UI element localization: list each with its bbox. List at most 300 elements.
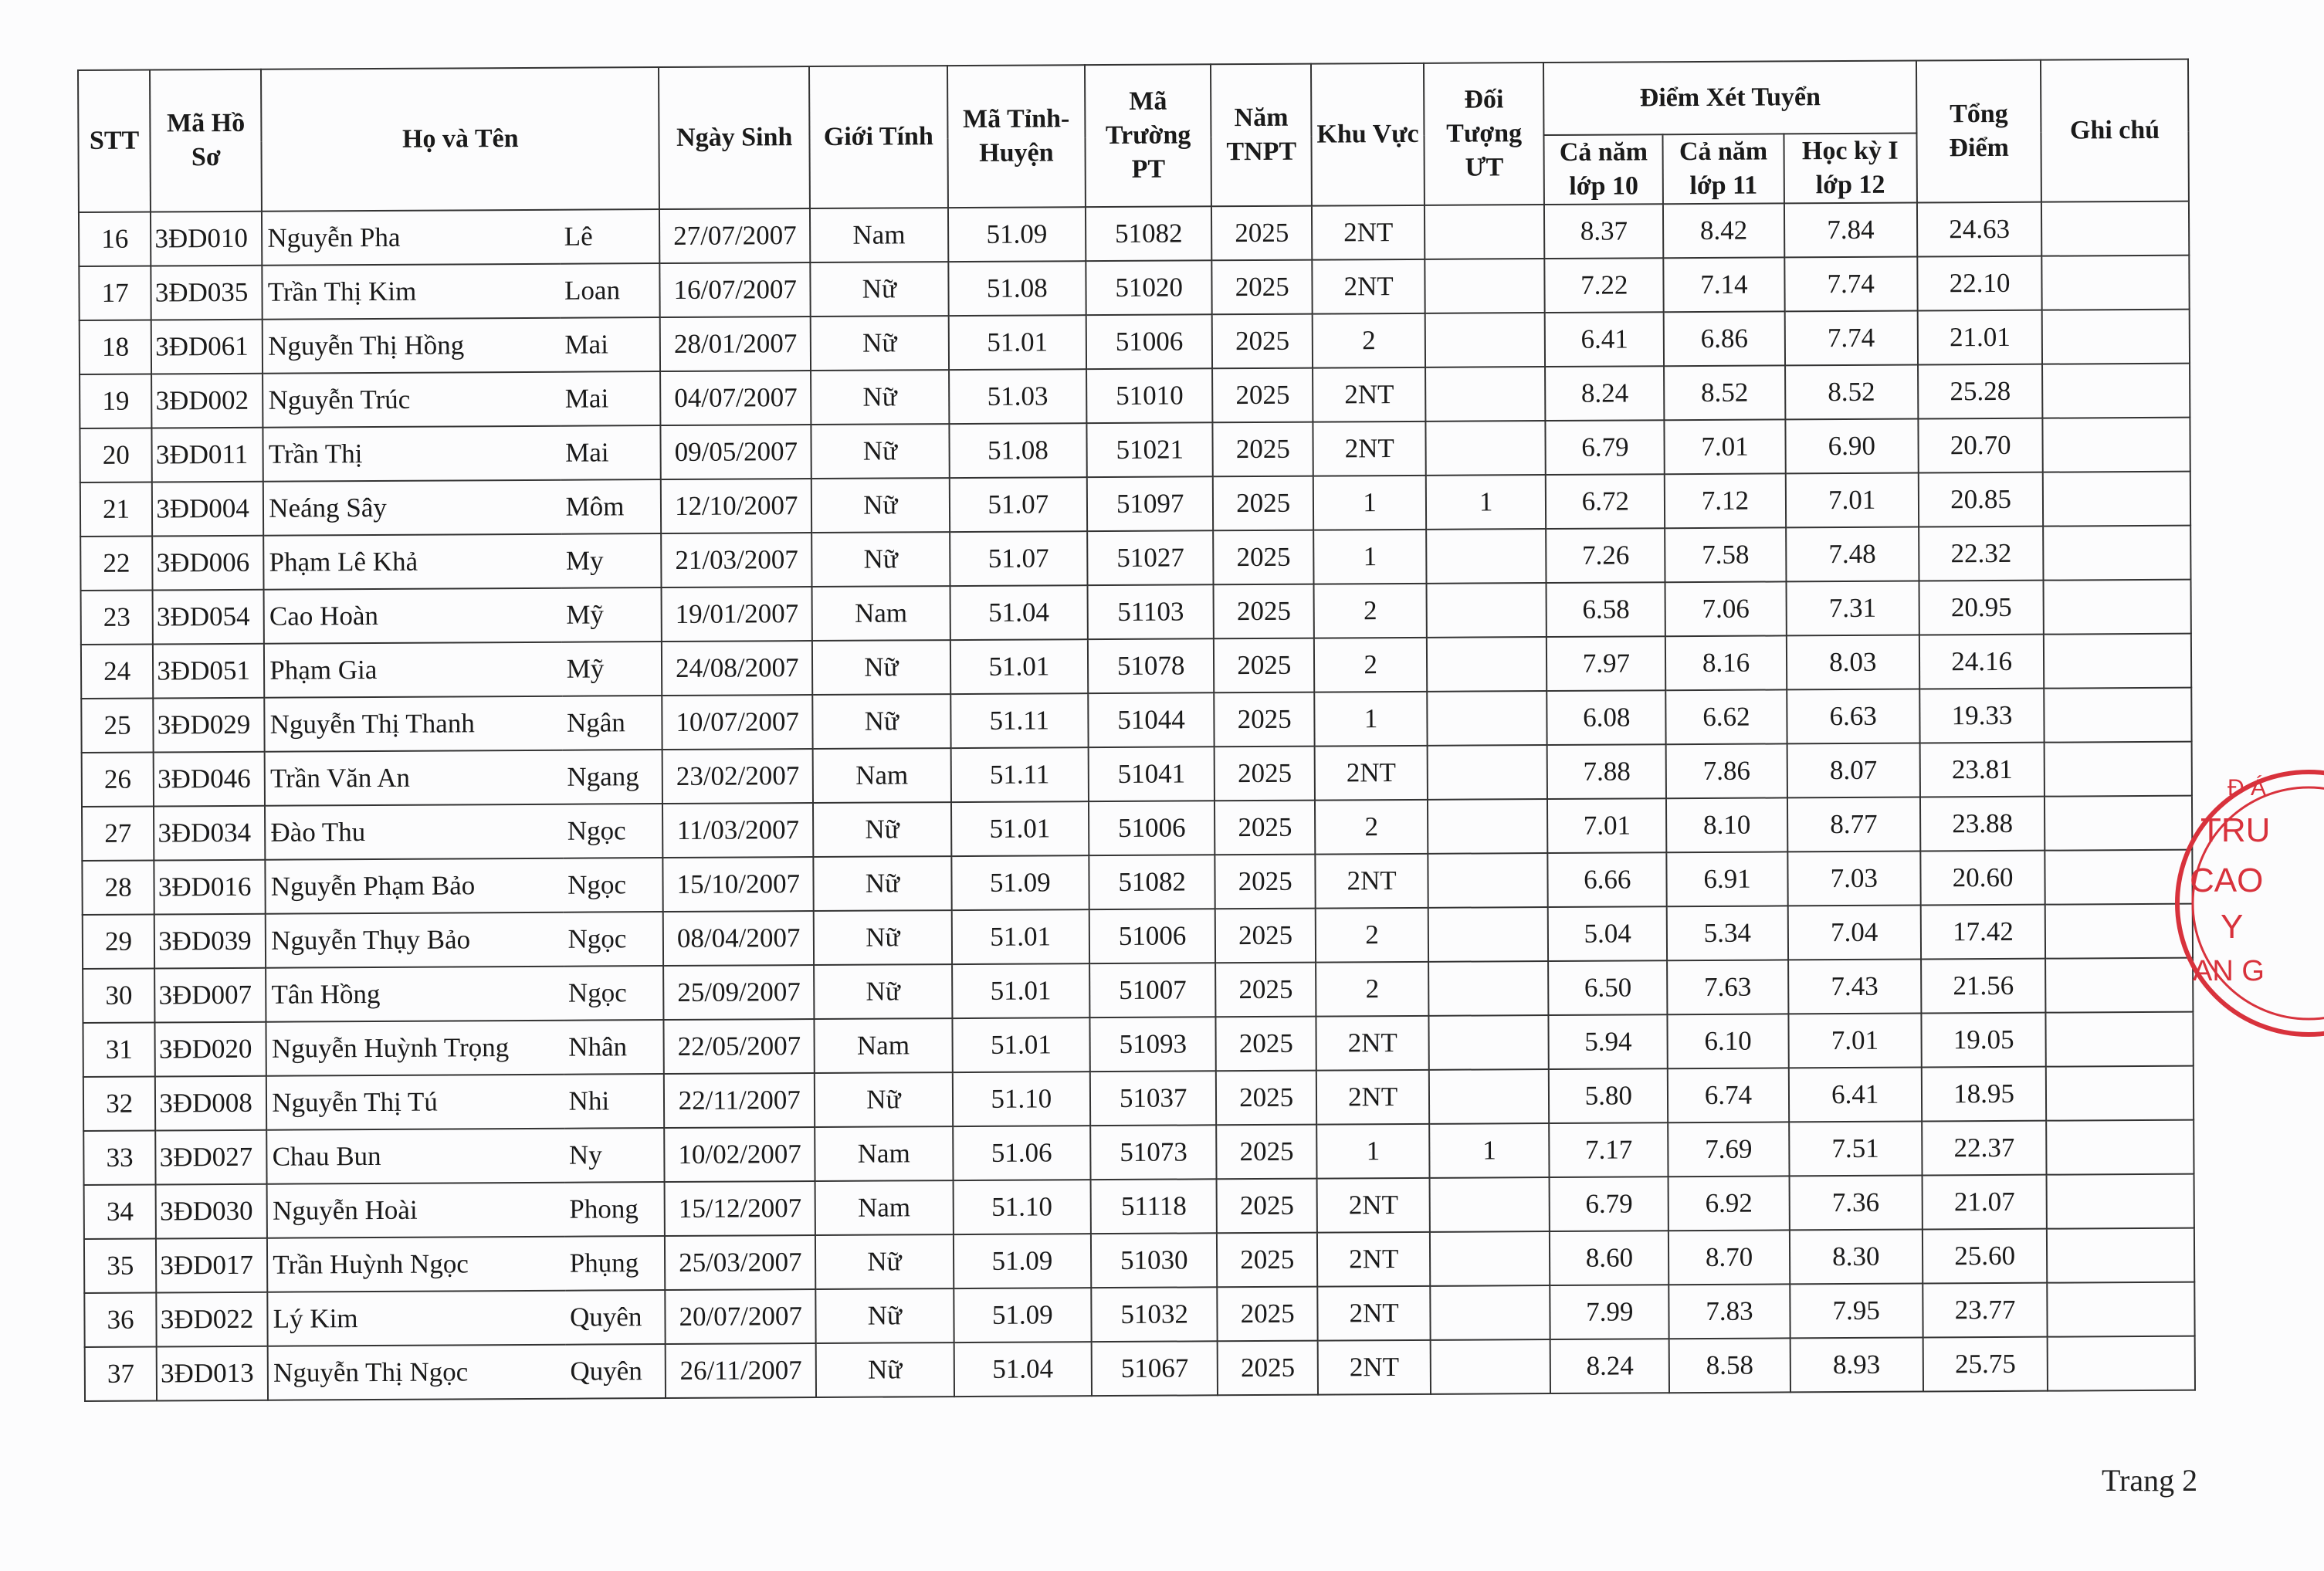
cell-ho-dem: Nguyễn Thị Thanh — [265, 696, 563, 752]
cell-ma-truong-pt: 51010 — [1086, 368, 1213, 423]
cell-ma-ho-so: 3ĐD051 — [153, 644, 264, 699]
cell-diem-lop-10: 6.72 — [1546, 474, 1665, 529]
cell-ma-truong-pt: 51078 — [1088, 638, 1215, 693]
cell-khu-vuc: 2NT — [1313, 422, 1426, 476]
cell-ma-ho-so: 3ĐD039 — [154, 914, 266, 969]
cell-stt: 29 — [83, 914, 155, 968]
cell-doi-tuong-ut — [1425, 259, 1545, 313]
cell-ma-tinh-huyen: 51.08 — [948, 261, 1086, 316]
cell-ma-tinh-huyen: 51.11 — [950, 747, 1089, 802]
cell-ten: Quyên — [565, 1290, 666, 1345]
cell-tong-diem: 20.60 — [1920, 851, 2045, 906]
cell-diem-hk1-lop-12: 7.04 — [1787, 906, 1921, 960]
cell-nam-tnpt: 2025 — [1213, 422, 1313, 477]
cell-nam-tnpt: 2025 — [1216, 1017, 1316, 1072]
cell-stt: 19 — [80, 374, 152, 428]
cell-stt: 32 — [83, 1076, 156, 1130]
cell-stt: 31 — [83, 1022, 155, 1076]
cell-nam-tnpt: 2025 — [1212, 314, 1313, 369]
cell-doi-tuong-ut — [1430, 1177, 1550, 1232]
cell-ma-truong-pt: 51067 — [1092, 1341, 1218, 1396]
cell-diem-lop-10: 7.22 — [1545, 258, 1664, 313]
cell-ma-ho-so: 3ĐD030 — [156, 1184, 267, 1239]
cell-ma-truong-pt: 51032 — [1091, 1287, 1218, 1342]
cell-stt: 37 — [85, 1346, 158, 1400]
cell-ma-truong-pt: 51082 — [1086, 206, 1212, 261]
cell-ma-ho-so: 3ĐD046 — [154, 752, 265, 807]
cell-nam-tnpt: 2025 — [1215, 747, 1315, 801]
seal-text-line: CAO — [2190, 862, 2264, 899]
cell-ngay-sinh: 28/01/2007 — [660, 317, 811, 371]
cell-diem-lop-11: 7.58 — [1665, 527, 1787, 582]
cell-ma-truong-pt: 51006 — [1086, 314, 1213, 369]
cell-ghi-chu — [2044, 580, 2191, 635]
cell-doi-tuong-ut — [1430, 1231, 1550, 1286]
cell-ghi-chu — [2047, 1228, 2194, 1283]
cell-ma-ho-so: 3ĐD017 — [156, 1238, 267, 1293]
cell-ma-tinh-huyen: 51.03 — [949, 369, 1087, 424]
cell-gioi-tinh: Nam — [815, 1018, 953, 1073]
cell-stt: 34 — [84, 1184, 157, 1238]
cell-ma-truong-pt: 51020 — [1086, 260, 1212, 315]
cell-stt: 23 — [81, 590, 154, 644]
cell-ma-ho-so: 3ĐD010 — [151, 212, 262, 266]
cell-khu-vuc: 2NT — [1315, 854, 1428, 909]
cell-ma-ho-so: 3ĐD007 — [154, 968, 266, 1023]
cell-gioi-tinh: Nam — [812, 586, 950, 641]
cell-nam-tnpt: 2025 — [1212, 260, 1313, 315]
cell-doi-tuong-ut: 1 — [1426, 475, 1547, 530]
cell-ho-dem: Nguyễn Thị Ngọc — [268, 1345, 566, 1400]
cell-khu-vuc: 2NT — [1316, 1070, 1429, 1125]
header-diem-xet-tuyen: Điểm Xét Tuyển — [1543, 61, 1916, 136]
cell-stt: 33 — [83, 1130, 156, 1184]
cell-ngay-sinh: 09/05/2007 — [661, 425, 811, 479]
cell-ho-dem: Nguyễn Hoài — [267, 1183, 565, 1238]
header-ma-ho-so: Mã Hồ Sơ — [150, 69, 262, 212]
cell-stt: 22 — [80, 536, 153, 590]
cell-diem-lop-10: 6.79 — [1550, 1177, 1668, 1231]
cell-ten: Mỹ — [562, 642, 662, 696]
cell-diem-hk1-lop-12: 7.95 — [1790, 1284, 1923, 1339]
cell-gioi-tinh: Nữ — [815, 1072, 953, 1127]
header-ma-tinh-huyen: Mã Tỉnh-Huyện — [947, 65, 1086, 208]
cell-ghi-chu — [2042, 364, 2190, 418]
cell-gioi-tinh: Nữ — [813, 856, 951, 911]
cell-ma-tinh-huyen: 51.01 — [952, 963, 1090, 1018]
cell-ten: Phụng — [565, 1236, 666, 1291]
cell-diem-lop-11: 7.83 — [1669, 1284, 1790, 1339]
cell-ma-tinh-huyen: 51.01 — [952, 1017, 1090, 1072]
cell-ma-tinh-huyen: 51.01 — [948, 315, 1086, 370]
cell-ma-tinh-huyen: 51.09 — [954, 1234, 1092, 1288]
cell-ma-ho-so: 3ĐD013 — [157, 1346, 268, 1401]
cell-ma-tinh-huyen: 51.07 — [950, 531, 1088, 586]
cell-doi-tuong-ut — [1427, 637, 1547, 692]
cell-gioi-tinh: Nam — [810, 208, 948, 262]
cell-diem-hk1-lop-12: 7.84 — [1784, 203, 1918, 258]
cell-stt: 36 — [84, 1292, 157, 1346]
cell-ten: Ngọc — [563, 804, 663, 858]
cell-stt: 27 — [82, 806, 154, 860]
cell-diem-lop-11: 8.52 — [1664, 365, 1785, 420]
cell-ghi-chu — [2046, 1066, 2194, 1121]
header-ho-va-ten: Họ và Tên — [261, 67, 659, 212]
cell-khu-vuc: 2NT — [1315, 746, 1428, 801]
cell-ma-tinh-huyen: 51.09 — [948, 207, 1086, 262]
cell-ho-dem: Lý Kim — [268, 1291, 566, 1346]
cell-ten: My — [561, 533, 662, 588]
cell-doi-tuong-ut — [1425, 205, 1545, 259]
cell-diem-lop-10: 8.60 — [1550, 1231, 1668, 1285]
cell-ten: Ngọc — [563, 912, 663, 967]
cell-stt: 21 — [80, 482, 153, 536]
cell-khu-vuc: 2NT — [1316, 1016, 1429, 1071]
cell-ma-truong-pt: 51093 — [1090, 1017, 1217, 1072]
cell-diem-lop-11: 7.01 — [1665, 419, 1786, 474]
cell-diem-lop-10: 7.88 — [1547, 744, 1666, 799]
header-nam-tnpt: Năm TNPT — [1211, 64, 1312, 207]
cell-nam-tnpt: 2025 — [1214, 584, 1314, 639]
cell-ma-tinh-huyen: 51.04 — [954, 1342, 1092, 1397]
cell-ma-truong-pt: 51073 — [1090, 1125, 1217, 1180]
cell-khu-vuc: 2NT — [1318, 1340, 1431, 1395]
cell-nam-tnpt: 2025 — [1213, 530, 1313, 585]
cell-gioi-tinh: Nam — [815, 1126, 953, 1181]
cell-ho-dem: Neáng Sây — [263, 480, 561, 536]
cell-nam-tnpt: 2025 — [1218, 1341, 1318, 1396]
cell-diem-lop-11: 8.16 — [1665, 635, 1787, 690]
cell-ma-ho-so: 3ĐD061 — [151, 320, 263, 374]
cell-ho-dem: Trần Thị Kim — [263, 264, 561, 320]
cell-doi-tuong-ut — [1429, 1015, 1550, 1070]
cell-ma-ho-so: 3ĐD022 — [157, 1292, 268, 1347]
cell-ngay-sinh: 10/02/2007 — [665, 1127, 815, 1182]
header-ghi-chu: Ghi chú — [2041, 59, 2189, 202]
cell-ma-tinh-huyen: 51.11 — [950, 693, 1089, 748]
cell-ngay-sinh: 04/07/2007 — [660, 371, 811, 425]
cell-nam-tnpt: 2025 — [1217, 1233, 1317, 1288]
cell-khu-vuc: 2NT — [1313, 367, 1425, 422]
cell-diem-hk1-lop-12: 6.63 — [1787, 689, 1920, 744]
table-row — [85, 1336, 2195, 1401]
cell-diem-lop-10: 5.04 — [1548, 906, 1667, 961]
cell-ma-truong-pt: 51006 — [1089, 801, 1215, 855]
cell-doi-tuong-ut — [1429, 1069, 1550, 1124]
cell-tong-diem: 24.16 — [1919, 635, 2045, 689]
cell-doi-tuong-ut — [1425, 313, 1546, 367]
cell-ngay-sinh: 11/03/2007 — [662, 803, 813, 858]
cell-tong-diem: 17.42 — [1921, 905, 2046, 960]
cell-ma-tinh-huyen: 51.01 — [950, 639, 1088, 694]
cell-ngay-sinh: 08/04/2007 — [663, 911, 814, 966]
cell-stt: 26 — [82, 752, 154, 806]
cell-khu-vuc: 1 — [1313, 476, 1426, 530]
cell-diem-lop-10: 8.37 — [1544, 204, 1663, 259]
cell-ho-dem: Cao Hoàn — [264, 588, 562, 644]
cell-stt: 17 — [79, 266, 151, 320]
cell-diem-lop-11: 8.58 — [1669, 1338, 1790, 1393]
cell-diem-hk1-lop-12: 7.74 — [1784, 311, 1918, 366]
cell-ho-dem: Chau Bun — [266, 1129, 564, 1184]
cell-ngay-sinh: 15/10/2007 — [663, 857, 814, 912]
cell-tong-diem: 19.33 — [1919, 689, 2045, 743]
cell-ghi-chu — [2043, 526, 2190, 581]
header-gioi-tinh: Giới Tính — [809, 66, 947, 208]
cell-ho-dem: Nguyễn Thị Hồng — [263, 318, 561, 374]
cell-diem-lop-11: 6.86 — [1664, 311, 1785, 366]
cell-gioi-tinh: Nữ — [811, 532, 950, 587]
cell-ma-ho-so: 3ĐD011 — [152, 428, 263, 482]
cell-ma-ho-so: 3ĐD008 — [155, 1076, 266, 1131]
cell-ho-dem: Trần Văn An — [265, 750, 563, 806]
cell-ghi-chu — [2047, 1282, 2194, 1337]
cell-diem-lop-11: 7.63 — [1667, 960, 1788, 1014]
cell-nam-tnpt: 2025 — [1216, 1071, 1316, 1126]
cell-ten: Lê — [560, 209, 660, 264]
cell-tong-diem: 22.10 — [1917, 256, 2042, 311]
cell-khu-vuc: 1 — [1314, 692, 1427, 747]
cell-diem-hk1-lop-12: 8.77 — [1787, 797, 1921, 852]
cell-nam-tnpt: 2025 — [1211, 206, 1312, 261]
cell-tong-diem: 21.07 — [1923, 1175, 2048, 1230]
cell-diem-lop-10: 7.17 — [1549, 1122, 1668, 1177]
cell-nam-tnpt: 2025 — [1215, 963, 1316, 1017]
cell-gioi-tinh: Nữ — [810, 262, 948, 317]
cell-gioi-tinh: Nữ — [812, 640, 950, 695]
cell-khu-vuc: 2 — [1313, 313, 1425, 368]
cell-khu-vuc: 2 — [1316, 962, 1428, 1017]
cell-ghi-chu — [2048, 1336, 2195, 1391]
cell-diem-hk1-lop-12: 7.43 — [1788, 960, 1922, 1014]
cell-tong-diem: 25.60 — [1923, 1229, 2048, 1284]
cell-khu-vuc: 1 — [1316, 1124, 1429, 1179]
cell-ten: Nhân — [564, 1020, 664, 1075]
cell-tong-diem: 22.37 — [1922, 1121, 2047, 1176]
seal-text-line: Đ Á — [2227, 775, 2267, 801]
cell-gioi-tinh: Nữ — [813, 802, 951, 857]
header-row-1 — [78, 59, 2188, 143]
cell-doi-tuong-ut — [1426, 421, 1547, 476]
cell-doi-tuong-ut — [1431, 1339, 1551, 1394]
seal-text-line: TRU — [2200, 811, 2271, 849]
cell-diem-lop-11: 6.62 — [1666, 689, 1787, 744]
cell-ghi-chu — [2046, 1120, 2194, 1175]
cell-diem-lop-10: 7.97 — [1547, 636, 1665, 691]
cell-ho-dem: Nguyễn Phạm Bảo — [266, 858, 564, 914]
cell-ma-tinh-huyen: 51.04 — [950, 585, 1088, 640]
cell-ma-ho-so: 3ĐD004 — [152, 482, 263, 537]
cell-ho-dem: Trần Huỳnh Ngọc — [267, 1237, 565, 1292]
cell-diem-lop-10: 5.80 — [1549, 1068, 1668, 1123]
cell-ma-tinh-huyen: 51.10 — [953, 1180, 1091, 1234]
cell-doi-tuong-ut: 1 — [1429, 1123, 1550, 1178]
cell-doi-tuong-ut — [1430, 1285, 1550, 1340]
cell-doi-tuong-ut — [1428, 853, 1548, 908]
cell-diem-lop-11: 7.12 — [1665, 473, 1786, 528]
cell-ten: Mai — [561, 425, 661, 480]
cell-diem-lop-11: 6.91 — [1667, 852, 1788, 906]
cell-tong-diem: 23.81 — [1920, 743, 2045, 797]
header-ngay-sinh: Ngày Sinh — [659, 66, 810, 209]
cell-diem-lop-11: 8.42 — [1663, 203, 1784, 258]
cell-ma-tinh-huyen: 51.06 — [953, 1126, 1091, 1180]
cell-gioi-tinh: Nữ — [811, 478, 950, 533]
cell-doi-tuong-ut — [1428, 745, 1548, 800]
cell-khu-vuc: 2 — [1315, 800, 1428, 855]
cell-diem-lop-10: 6.79 — [1546, 420, 1665, 475]
cell-gioi-tinh: Nam — [815, 1180, 954, 1235]
header-ma-truong-pt: Mã Trường PT — [1085, 64, 1211, 207]
cell-gioi-tinh: Nữ — [812, 694, 950, 749]
cell-ho-dem: Trần Thị — [263, 426, 561, 482]
cell-gioi-tinh: Nữ — [814, 964, 952, 1019]
header-ca-nam-lop-10: Cả năm lớp 10 — [1544, 134, 1664, 205]
cell-diem-hk1-lop-12: 7.31 — [1786, 581, 1919, 636]
cell-diem-hk1-lop-12: 7.74 — [1784, 257, 1918, 312]
cell-gioi-tinh: Nữ — [814, 910, 952, 965]
cell-gioi-tinh: Nữ — [815, 1288, 954, 1343]
cell-ma-ho-so: 3ĐD016 — [154, 860, 266, 915]
cell-ngay-sinh: 10/07/2007 — [662, 695, 813, 750]
cell-khu-vuc: 2 — [1316, 908, 1428, 963]
cell-ho-dem: Nguyễn Thụy Bảo — [266, 912, 564, 968]
cell-ma-ho-so: 3ĐD035 — [151, 266, 263, 320]
cell-nam-tnpt: 2025 — [1214, 638, 1314, 693]
cell-diem-lop-10: 7.26 — [1546, 528, 1665, 583]
page-number: Trang 2 — [2102, 1463, 2198, 1498]
header-ca-nam-lop-11: Cả năm lớp 11 — [1663, 134, 1784, 204]
cell-ngay-sinh: 26/11/2007 — [666, 1343, 816, 1398]
cell-doi-tuong-ut — [1428, 799, 1548, 854]
cell-ten: Nhi — [564, 1074, 664, 1129]
cell-tong-diem: 20.95 — [1919, 581, 2044, 635]
cell-diem-hk1-lop-12: 8.52 — [1785, 365, 1919, 420]
cell-doi-tuong-ut — [1428, 961, 1549, 1016]
cell-ghi-chu — [2041, 201, 2189, 256]
cell-tong-diem: 25.28 — [1918, 364, 2043, 419]
cell-tong-diem: 19.05 — [1921, 1013, 2046, 1068]
cell-ma-ho-so: 3ĐD006 — [152, 536, 263, 591]
cell-tong-diem: 24.63 — [1917, 202, 2042, 257]
cell-diem-lop-10: 8.24 — [1550, 1339, 1669, 1393]
cell-ma-ho-so: 3ĐD002 — [151, 374, 263, 428]
cell-diem-lop-10: 7.01 — [1547, 798, 1666, 853]
cell-ma-tinh-huyen: 51.01 — [951, 801, 1089, 856]
cell-nam-tnpt: 2025 — [1213, 476, 1313, 531]
cell-diem-hk1-lop-12: 7.01 — [1785, 473, 1919, 528]
cell-diem-lop-10: 6.50 — [1548, 960, 1667, 1015]
cell-ma-tinh-huyen: 51.09 — [954, 1288, 1092, 1342]
cell-ngay-sinh: 15/12/2007 — [665, 1181, 815, 1236]
cell-diem-lop-11: 5.34 — [1667, 906, 1788, 960]
cell-gioi-tinh: Nam — [813, 748, 951, 803]
cell-diem-hk1-lop-12: 8.30 — [1789, 1230, 1923, 1285]
cell-ma-ho-so: 3ĐD027 — [155, 1130, 266, 1185]
header-stt: STT — [78, 70, 151, 212]
cell-ngay-sinh: 22/11/2007 — [664, 1073, 815, 1128]
cell-ghi-chu — [2047, 1174, 2194, 1229]
cell-tong-diem: 23.88 — [1920, 797, 2045, 852]
cell-nam-tnpt: 2025 — [1212, 368, 1313, 423]
cell-khu-vuc: 2NT — [1317, 1178, 1430, 1233]
cell-ho-dem: Nguyễn Pha — [262, 210, 560, 266]
cell-nam-tnpt: 2025 — [1215, 801, 1315, 855]
cell-ma-truong-pt: 51030 — [1091, 1233, 1218, 1288]
cell-ma-truong-pt: 51082 — [1089, 855, 1215, 909]
cell-doi-tuong-ut — [1427, 691, 1547, 746]
cell-tong-diem: 25.75 — [1923, 1337, 2048, 1392]
cell-gioi-tinh: Nữ — [811, 316, 949, 371]
cell-ten: Quyên — [565, 1344, 666, 1399]
cell-ho-dem: Nguyễn Huỳnh Trọng — [266, 1021, 564, 1076]
cell-ho-dem: Đào Thu — [265, 804, 563, 860]
cell-doi-tuong-ut — [1428, 907, 1549, 962]
cell-ho-dem: Nguyễn Trúc — [263, 372, 561, 428]
cell-ghi-chu — [2043, 472, 2190, 526]
cell-ghi-chu — [2043, 418, 2190, 472]
header-tong-diem: Tổng Điểm — [1916, 60, 2041, 203]
cell-diem-hk1-lop-12: 7.01 — [1788, 1014, 1922, 1068]
cell-ten: Ngọc — [564, 966, 664, 1021]
cell-ngay-sinh: 23/02/2007 — [662, 749, 813, 804]
cell-ten: Loan — [560, 263, 660, 318]
admission-table-sheet — [77, 59, 2196, 1403]
cell-tong-diem: 23.77 — [1923, 1283, 2048, 1338]
cell-ma-truong-pt: 51027 — [1087, 530, 1214, 585]
cell-doi-tuong-ut — [1426, 529, 1547, 584]
cell-ten: Mai — [560, 317, 660, 372]
cell-diem-hk1-lop-12: 6.41 — [1788, 1068, 1922, 1122]
cell-nam-tnpt: 2025 — [1218, 1287, 1318, 1342]
cell-gioi-tinh: Nữ — [815, 1234, 954, 1289]
cell-ten: Mai — [561, 371, 661, 426]
cell-nam-tnpt: 2025 — [1215, 692, 1315, 747]
cell-ho-dem: Tân Hồng — [266, 967, 564, 1022]
cell-ma-tinh-huyen: 51.08 — [949, 423, 1087, 478]
cell-ma-truong-pt: 51007 — [1089, 963, 1216, 1017]
cell-gioi-tinh: Nữ — [811, 370, 949, 425]
cell-stt: 25 — [81, 698, 154, 752]
cell-khu-vuc: 2NT — [1312, 259, 1425, 314]
cell-diem-lop-11: 7.86 — [1666, 743, 1787, 798]
cell-diem-lop-10: 6.41 — [1545, 312, 1664, 367]
cell-stt: 24 — [81, 644, 154, 698]
cell-ngay-sinh: 20/07/2007 — [666, 1289, 816, 1344]
cell-ngay-sinh: 16/07/2007 — [660, 262, 811, 317]
cell-ngay-sinh: 12/10/2007 — [661, 479, 811, 533]
cell-ngay-sinh: 21/03/2007 — [662, 533, 812, 587]
cell-diem-lop-10: 6.66 — [1548, 852, 1667, 907]
cell-diem-lop-11: 7.14 — [1664, 257, 1785, 312]
cell-ghi-chu — [2044, 634, 2191, 689]
cell-ngay-sinh: 25/09/2007 — [664, 965, 815, 1020]
seal-text-line: AN G — [2193, 955, 2265, 987]
cell-diem-lop-11: 6.92 — [1668, 1176, 1790, 1231]
cell-ten: Môm — [561, 479, 661, 534]
cell-tong-diem: 20.85 — [1919, 472, 2044, 527]
cell-ma-tinh-huyen: 51.01 — [951, 909, 1089, 964]
cell-nam-tnpt: 2025 — [1215, 909, 1316, 963]
red-seal-stamp — [2154, 741, 2324, 1065]
cell-ma-truong-pt: 51041 — [1089, 747, 1215, 801]
cell-gioi-tinh: Nữ — [811, 424, 950, 479]
cell-diem-lop-11: 8.10 — [1666, 797, 1787, 852]
cell-stt: 30 — [83, 968, 155, 1022]
cell-stt: 16 — [79, 212, 151, 266]
header-hoc-ky-1-lop-12: Học kỳ I lớp 12 — [1784, 134, 1917, 204]
cell-ghi-chu — [2044, 688, 2191, 743]
